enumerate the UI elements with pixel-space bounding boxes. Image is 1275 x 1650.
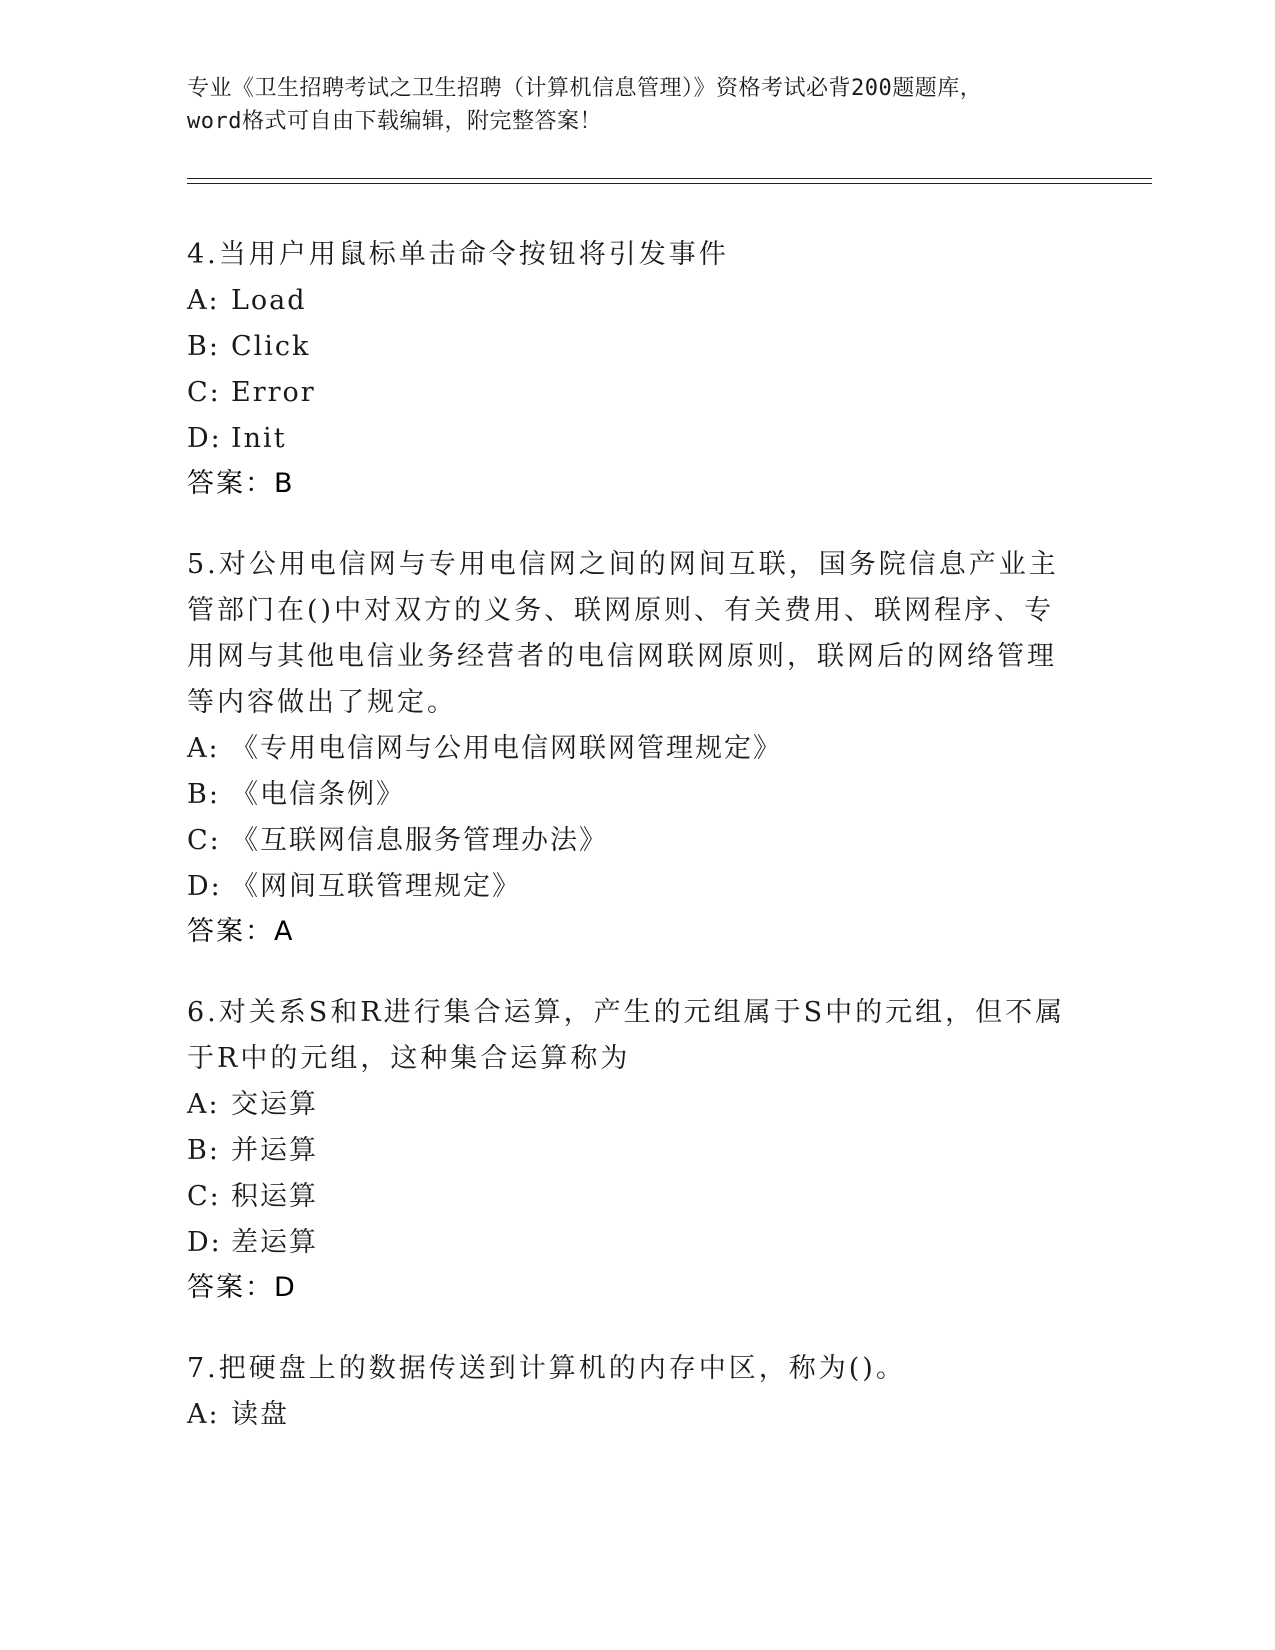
option-text: 积运算 — [231, 1181, 318, 1212]
option-text: 并运算 — [231, 1135, 318, 1166]
question-6 — [187, 990, 1067, 1310]
option-c — [187, 370, 1067, 416]
option-letter: A: — [187, 285, 220, 316]
option-text: 交运算 — [231, 1089, 318, 1120]
option-a — [187, 1392, 1067, 1438]
option-a — [187, 726, 1067, 772]
option-d — [187, 416, 1067, 462]
answer-line: 答案：B — [187, 468, 295, 499]
question-text: 6.对关系S和R进行集合运算，产生的元组属于S中的元组，但不属于R中的元组，这种集合运算称为 — [187, 997, 1066, 1074]
option-d — [187, 864, 1067, 910]
option-text: 《专用电信网与公用电信网联网管理规定》 — [231, 733, 782, 764]
question-4 — [187, 232, 1067, 506]
option-a — [187, 1082, 1067, 1128]
option-letter: A: — [187, 1089, 220, 1120]
option-letter: C: — [187, 377, 221, 408]
option-letter: B: — [187, 779, 220, 810]
answer-line: 答案：D — [187, 1272, 297, 1303]
option-text: 《电信条例》 — [231, 779, 405, 810]
option-d — [187, 1220, 1067, 1266]
option-text: Click — [231, 331, 311, 362]
option-c — [187, 818, 1067, 864]
option-letter: A: — [187, 733, 220, 764]
question-7 — [187, 1346, 1067, 1438]
question-text: 7.把硬盘上的数据传送到计算机的内存中区，称为()。 — [187, 1353, 906, 1384]
question-text: 4.当用户用鼠标单击命令按钮将引发事件 — [187, 239, 729, 270]
answer-line: 答案：A — [187, 916, 295, 947]
option-text: 读盘 — [231, 1399, 289, 1430]
option-b — [187, 772, 1067, 818]
option-letter: C: — [187, 1181, 221, 1212]
question-text: 5.对公用电信网与专用电信网之间的网间互联，国务院信息产业主管部门在()中对双方的义务、联网原则、有关费用、联网程序、专用网与其他电信业务经营者的电信网联网原则，联网后的网络管理等内容做出了规定。 — [187, 549, 1059, 718]
option-letter: B: — [187, 1135, 220, 1166]
option-b — [187, 324, 1067, 370]
header-divider-bottom — [187, 183, 1152, 184]
option-a — [187, 278, 1067, 324]
option-c — [187, 1174, 1067, 1220]
header-divider-top — [187, 178, 1152, 179]
option-text: Init — [231, 423, 287, 454]
header-line-1: 专业《卫生招聘考试之卫生招聘（计算机信息管理）》资格考试必背200题题库， — [187, 76, 983, 101]
option-text: 《互联网信息服务管理办法》 — [231, 825, 608, 856]
option-letter: D: — [187, 1227, 222, 1258]
option-letter: D: — [187, 871, 222, 902]
option-b — [187, 1128, 1067, 1174]
question-5 — [187, 542, 1067, 954]
header-line-2: word格式可自由下载编辑，附完整答案！ — [187, 109, 602, 134]
option-letter: B: — [187, 331, 220, 362]
option-letter: C: — [187, 825, 221, 856]
question-list — [187, 232, 1067, 1474]
option-text: 差运算 — [231, 1227, 318, 1258]
option-letter: A: — [187, 1399, 220, 1430]
document-header — [187, 72, 1087, 138]
option-text: Load — [231, 285, 307, 316]
option-text: 《网间互联管理规定》 — [231, 871, 521, 902]
option-letter: D: — [187, 423, 222, 454]
option-text: Error — [231, 377, 316, 408]
